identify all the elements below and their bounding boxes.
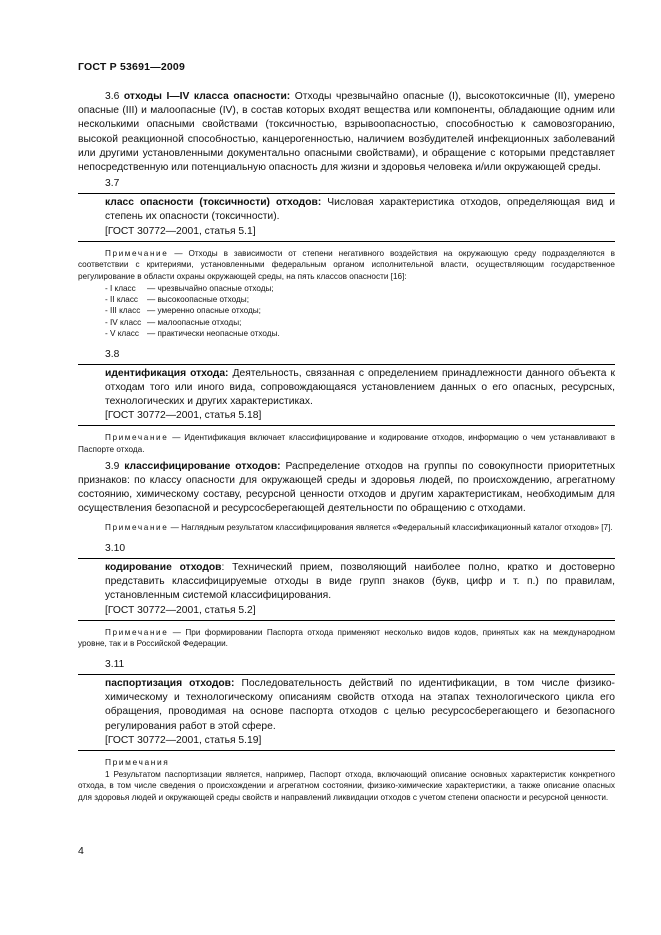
document-code-header: ГОСТ Р 53691—2009 bbox=[78, 61, 186, 73]
term: идентификация отхода: bbox=[105, 367, 229, 379]
source-reference: [ГОСТ 30772—2001, статья 5.2] bbox=[105, 604, 256, 616]
source-reference: [ГОСТ 30772—2001, статья 5.18] bbox=[105, 410, 262, 422]
list-item: - III класс — умеренно опасные отходы; bbox=[105, 306, 261, 316]
definition-box-3-10 bbox=[78, 558, 615, 621]
source-reference: [ГОСТ 30772—2001, статья 5.19] bbox=[105, 734, 262, 746]
definition-text: Распределение отходов на группы по совокупности приоритетных признаков: по классу опасности для окружающей среды и здоровья людей, по происхождению, агрегатному состоянию, химическому составу, ресурсной ценности отходов и другим характеристикам, необходимым для осуществления безопасной и ресурсосберегающей деятельности по обращению с отходами. bbox=[78, 460, 615, 515]
term: паспортизация отходов: bbox=[105, 678, 235, 690]
section-3-9 bbox=[78, 460, 615, 517]
note-3-7 bbox=[78, 248, 615, 283]
note-3-8 bbox=[78, 432, 615, 455]
definition-text: : Технический прием, позволяющий наиболее полно, кратко и достоверно представить классифицируемые отходы в виде групп знаков (букв, цифр и т. п.) по правилам, установленным системой классифицирования. bbox=[105, 562, 616, 602]
section-number: 3.9 bbox=[105, 460, 120, 472]
page-content bbox=[78, 90, 615, 803]
list-item: - IV класс — малоопасные отходы; bbox=[105, 317, 242, 327]
definition-text: Деятельность, связанная с определением принадлежности данного объекта к отходам того или иного вида, сопровождающаяся установлением данных о его опасных, ресурсных, технологических и других характеристиках. bbox=[105, 367, 615, 408]
note-text: — При формировании Паспорта отхода применяют несколько видов кодов, принятых как на международном уровне, так и в Российской Федерации. bbox=[78, 627, 615, 649]
definition-text: Числовая характеристика отходов, определяющая вид и степень их опасности (токсичности). bbox=[105, 197, 615, 223]
definition-text: Отходы чрезвычайно опасные (I), высокотоксичные (II), умерено опасные (III) и малоопасные (IV), в состав которых входят вещества или компоненты, обладающие одним или несколькими опасными свойствами (токсичностью, взрывоопасностью, способностью к самовозгоранию, высокой реакционной способностью, канцерогенностью, наличием возбудителей инфекционных заболеваний или другими установленными документально опасными свойствами), и обращение с которыми представляет непосредственную или потенциальную опасность для жизни и здоровья человека и/или окружающей среды. bbox=[78, 91, 615, 174]
section-number-3-10: 3.10 bbox=[105, 543, 126, 555]
note-text: — Отходы в зависимости от степени негативного воздействия на окружающую среду подразделяются в соответствии с критериями, установленными федеральным органом исполнительной власти, осуществляющим государственное регулирование в области охраны окружающей среды, на пять классов опасности [16]: bbox=[78, 248, 615, 282]
page-number: 4 bbox=[78, 845, 84, 857]
note-label: Примечание bbox=[105, 523, 169, 533]
term: отходы I—IV класса опасности: bbox=[123, 91, 291, 102]
list-item: - II класс — высокоопасные отходы; bbox=[105, 295, 249, 305]
note-3-10 bbox=[78, 627, 615, 650]
note-label: Примечание bbox=[105, 627, 169, 637]
definition-box-3-11 bbox=[78, 674, 615, 751]
note-3-11-1: 1 Результатом паспортизации является, например, Паспорт отхода, включающий описание основных характеристик конкретного отхода, в том числе сведения о происхождении и агрегатном состоянии, физико-химические характеристики, а также описание опасных для здоровья людей и окружающей среды свойств и направлений ликвидации отходов с учетом степени опасности и ресурсной ценности. bbox=[78, 769, 615, 802]
section-number: 3.6 bbox=[105, 91, 120, 102]
definition-text: Последовательность действий по идентификации, в том числе физико-химическому и технологическому описаниям свойств отхода на этапах технологического цикла его обращения, проводимая на основе паспорта отходов с целью ресурсосберегающего и безопасного регулирования работ в этой сфере. bbox=[105, 678, 615, 732]
section-number-3-11: 3.11 bbox=[105, 659, 125, 671]
list-item: - V класс — практически неопасные отходы. bbox=[105, 329, 280, 339]
term: кодирование отходов bbox=[105, 562, 222, 574]
section-3-6 bbox=[78, 90, 615, 175]
hazard-class-list bbox=[78, 283, 615, 340]
note-text: — Идентификация включает классифицирование и кодирование отходов, информацию о чем устанавливают в Паспорте отхода. bbox=[78, 433, 615, 455]
notes-label: Примечания bbox=[105, 757, 170, 768]
section-number-3-8: 3.8 bbox=[105, 348, 120, 360]
note-3-9 bbox=[78, 522, 615, 534]
definition-box-3-8 bbox=[78, 364, 615, 427]
definition-box-3-7 bbox=[78, 193, 615, 242]
source-reference: [ГОСТ 30772—2001, статья 5.1] bbox=[105, 225, 256, 237]
term: классифицирование отходов: bbox=[124, 460, 281, 472]
term: класс опасности (токсичности) отходов: bbox=[105, 197, 322, 209]
section-number-3-7: 3.7 bbox=[105, 178, 120, 190]
note-label: Примечание bbox=[105, 248, 169, 258]
note-text: — Наглядным результатом классифицирования является «Федеральный классификационный каталог отходов» [7]. bbox=[170, 523, 613, 533]
note-label: Примечание bbox=[105, 433, 169, 443]
list-item: - I класс — чрезвычайно опасные отходы; bbox=[105, 283, 274, 293]
